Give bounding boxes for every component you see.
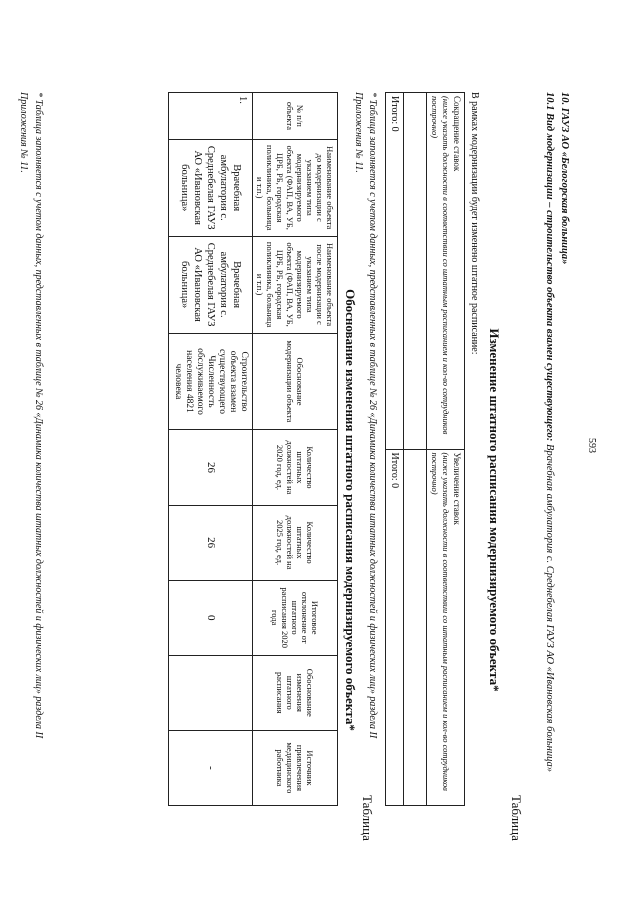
section2-heading: Обоснование изменения штатного расписания модернизируемого объекта* (343, 289, 358, 731)
row-deviation: 0 (169, 580, 253, 655)
hospital-title: 10. ГАУЗ АО «Белогорская больница» (559, 92, 570, 265)
row-after: Врачебная амбулатория с. Среднебелая ГАУЗ АО «Ивановская больница» (169, 236, 253, 333)
row-reason: Строительство объекта взамен существующего Численность обслуживаемого населения 4821 человека (169, 333, 253, 430)
section1-intro: В рамках модернизации будет изменено штатное расписание: (469, 92, 480, 355)
staff-change-table (385, 92, 465, 806)
col-number-header: № п/п объекта (253, 93, 338, 140)
staff-change-total-row (386, 93, 404, 806)
col-before-header: Наименование объекта до модернизации с указанием типа модернизируемого объекта (ФАП, ВА, УБ, ЦРБ, РБ, городская поликлиника, больница и т.п.) (253, 139, 338, 236)
row-source: - (169, 730, 253, 805)
table-label-1: Таблица (509, 795, 524, 841)
row-staff-reason (169, 655, 253, 730)
increase-title: Увеличение ставок (452, 452, 462, 525)
page-number: 593 (586, 438, 597, 453)
staff-change-empty-row (404, 93, 427, 806)
col-deviation-header: Итоговое отклонение от штатного расписания 2020 года (253, 580, 338, 655)
reduction-empty-cell (404, 93, 427, 450)
staff-change-header-row (427, 93, 465, 806)
reduction-header-cell (427, 93, 465, 450)
increase-total: Итого: 0 (386, 449, 404, 806)
staff-justification-table (168, 92, 338, 806)
row-staff-2025: 26 (169, 505, 253, 580)
section1-heading: Изменение штатного расписания модернизируемого объекта* (487, 328, 502, 692)
row-number: 1. (169, 93, 253, 140)
reduction-hint: (ниже указать должности в соответствии со штатным расписанием и кол-во сотрудников построчно) (430, 96, 451, 435)
increase-empty-cell (404, 449, 427, 806)
col-after-header: Наименование объекта после модернизации с указанием типа модернизируемого объекта (ФАП, ВА, УБ, ЦРБ, РБ, городская поликлиника, больница и т.п.) (253, 236, 338, 333)
col-staff-2020-header: Количество штатных должностей на 2020 год, ед. (253, 430, 338, 505)
increase-header-cell (427, 449, 465, 806)
col-source-header: Источник привлечения медицинского работника (253, 730, 338, 805)
reduction-title: Сокращение ставок (452, 96, 462, 172)
increase-hint: (ниже указать должности в соответствии со штатным расписанием и кол-во сотрудников построчно) (430, 452, 451, 791)
table-label-2: Таблица (360, 795, 375, 841)
section1-footnote: * Таблица заполняется с учетом данных, представленных в таблице № 26 «Динамика количества штатных должностей и физических лиц» раздела II (367, 92, 378, 739)
modernization-type-prefix: 10.1 Вид модернизации – строительство объекта взамен существующего: (544, 92, 555, 445)
col-staff-reason-header: Обоснование изменения штатного расписания (253, 655, 338, 730)
reduction-total: Итого: 0 (386, 93, 404, 450)
table-row (169, 93, 253, 806)
row-staff-2020: 26 (169, 430, 253, 505)
section2-annex: Приложения № 11. (18, 92, 29, 173)
row-before: Врачебная амбулатория с. Среднебелая ГАУЗ АО «Ивановская больница» (169, 139, 253, 236)
col-reason-header: Обоснование модернизации объекта (253, 333, 338, 430)
section2-footnote: * Таблица заполняется с учетом данных, представленных в таблице № 26 «Динамика количества штатных должностей и физических лиц» раздела II (33, 92, 44, 739)
modernization-type (542, 92, 556, 822)
section1-annex: Приложения № 11. (353, 92, 364, 173)
col-staff-2025-header: Количество штатных должностей на 2025 год, ед. (253, 505, 338, 580)
modernization-object: Врачебная амбулатория с. Среднебелая ГАУЗ АО «Ивановская больница» (544, 444, 555, 772)
justification-header-row (253, 93, 338, 806)
